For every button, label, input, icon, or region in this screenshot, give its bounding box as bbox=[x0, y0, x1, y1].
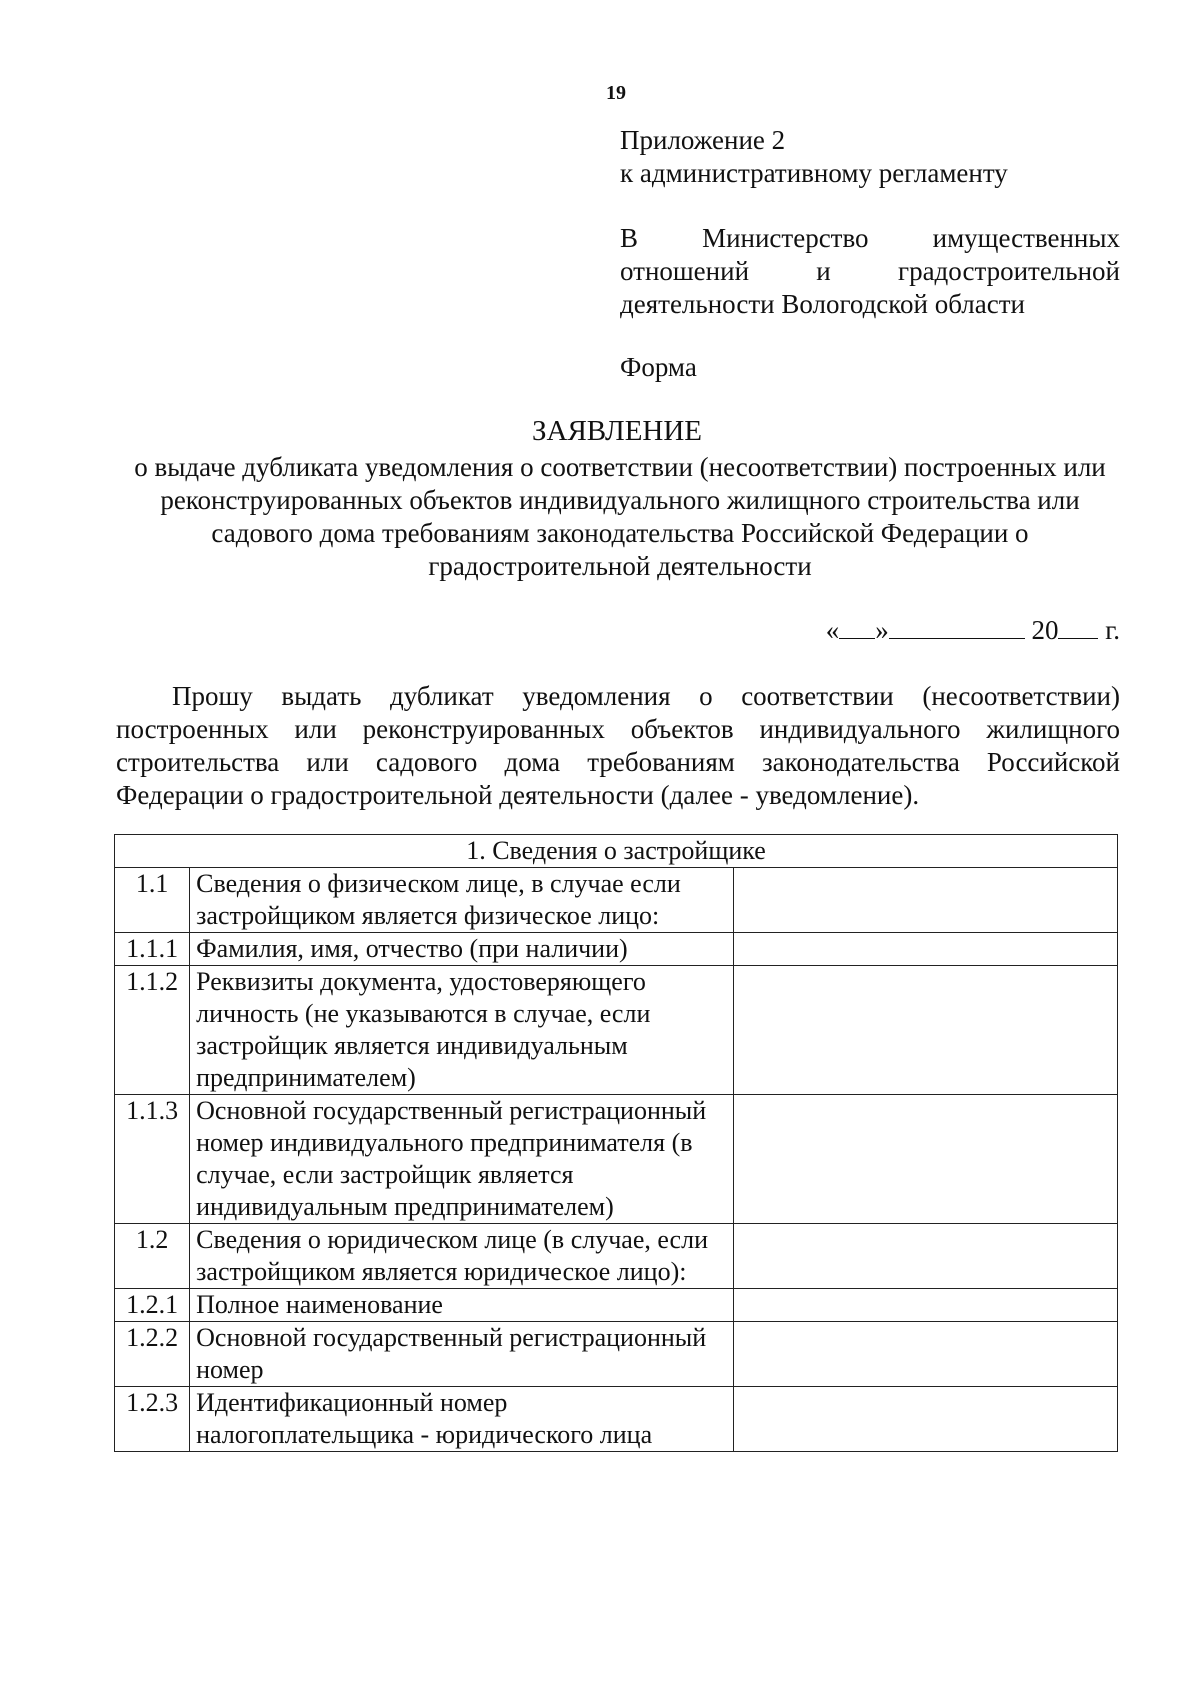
row-value-field[interactable] bbox=[734, 1289, 1118, 1322]
year-prefix: 20 bbox=[1031, 615, 1059, 645]
appendix-line: к административному регламенту bbox=[620, 158, 1008, 188]
row-number: 1.1.2 bbox=[115, 966, 190, 1095]
addressee-block bbox=[620, 222, 1120, 321]
row-number: 1.2 bbox=[115, 1224, 190, 1289]
row-description: Сведения о юридическом лице (в случае, если застройщиком является юридическое лицо): bbox=[190, 1224, 734, 1289]
day-blank[interactable] bbox=[839, 614, 875, 639]
table-row bbox=[115, 1289, 1118, 1322]
table-row bbox=[115, 1224, 1118, 1289]
table-row bbox=[115, 933, 1118, 966]
row-description: Полное наименование bbox=[190, 1289, 734, 1322]
appendix-line: Приложение 2 bbox=[620, 125, 786, 155]
row-value-field[interactable] bbox=[734, 933, 1118, 966]
row-value-field[interactable] bbox=[734, 1387, 1118, 1452]
row-number: 1.1 bbox=[115, 868, 190, 933]
date-line bbox=[826, 614, 1120, 646]
row-number: 1.2.1 bbox=[115, 1289, 190, 1322]
row-number: 1.1.1 bbox=[115, 933, 190, 966]
row-number: 1.1.3 bbox=[115, 1095, 190, 1224]
row-description: Основной государственный регистрационный номер индивидуального предпринимателя (в случае, если застройщик является индивидуальным предпринимателем) bbox=[190, 1095, 734, 1224]
intro-paragraph: Прошу выдать дубликат уведомления о соответствии (несоответствии) построенных или реконструированных объектов индивидуального жилищного строительства или садового дома требованиям законодательства Российской Федерации о градостроительной деятельности (далее - уведомление). bbox=[116, 681, 1120, 810]
table-row bbox=[115, 1095, 1118, 1224]
row-value-field[interactable] bbox=[734, 1322, 1118, 1387]
row-number: 1.2.2 bbox=[115, 1322, 190, 1387]
year-suffix: г. bbox=[1105, 615, 1120, 645]
section-title: 1. Сведения о застройщике bbox=[115, 835, 1118, 868]
year-blank[interactable] bbox=[1058, 614, 1098, 639]
date-open-quote: « bbox=[825, 615, 840, 645]
row-description: Фамилия, имя, отчество (при наличии) bbox=[190, 933, 734, 966]
row-value-field[interactable] bbox=[734, 966, 1118, 1095]
addressee-line: В Министерство имущественных bbox=[620, 223, 1120, 253]
row-value-field[interactable] bbox=[734, 868, 1118, 933]
appendix-header bbox=[620, 124, 1008, 190]
row-description: Идентификационный номер налогоплательщика - юридического лица bbox=[190, 1387, 734, 1452]
date-close-quote: » bbox=[875, 615, 889, 645]
page-number: 19 bbox=[606, 82, 626, 104]
document-subtitle: о выдаче дубликата уведомления о соответствии (несоответствии) построенных или реконструированных объектов индивидуального жилищного строительства или садового дома требованиям законодательства Российской Федерации о градостроительной деятельности bbox=[134, 452, 1106, 581]
addressee-line: отношений и градостроительной bbox=[620, 256, 1120, 286]
row-description: Сведения о физическом лице, в случае если застройщиком является физическое лицо: bbox=[190, 868, 734, 933]
table-row bbox=[115, 966, 1118, 1095]
row-value-field[interactable] bbox=[734, 1095, 1118, 1224]
table-row bbox=[115, 868, 1118, 933]
row-value-field[interactable] bbox=[734, 1224, 1118, 1289]
document-title: ЗАЯВЛЕНИЕ bbox=[531, 415, 703, 447]
addressee-line: деятельности Вологодской области bbox=[620, 289, 1025, 319]
table-row bbox=[115, 1387, 1118, 1452]
row-description: Основной государственный регистрационный номер bbox=[190, 1322, 734, 1387]
row-number: 1.2.3 bbox=[115, 1387, 190, 1452]
form-label: Форма bbox=[620, 352, 697, 382]
table-row bbox=[115, 1322, 1118, 1387]
section-header-row bbox=[115, 835, 1118, 868]
row-description: Реквизиты документа, удостоверяющего личность (не указываются в случае, если застройщик является индивидуальным предпринимателем) bbox=[190, 966, 734, 1095]
month-blank[interactable] bbox=[889, 614, 1025, 639]
applicant-info-table bbox=[114, 834, 1118, 1452]
